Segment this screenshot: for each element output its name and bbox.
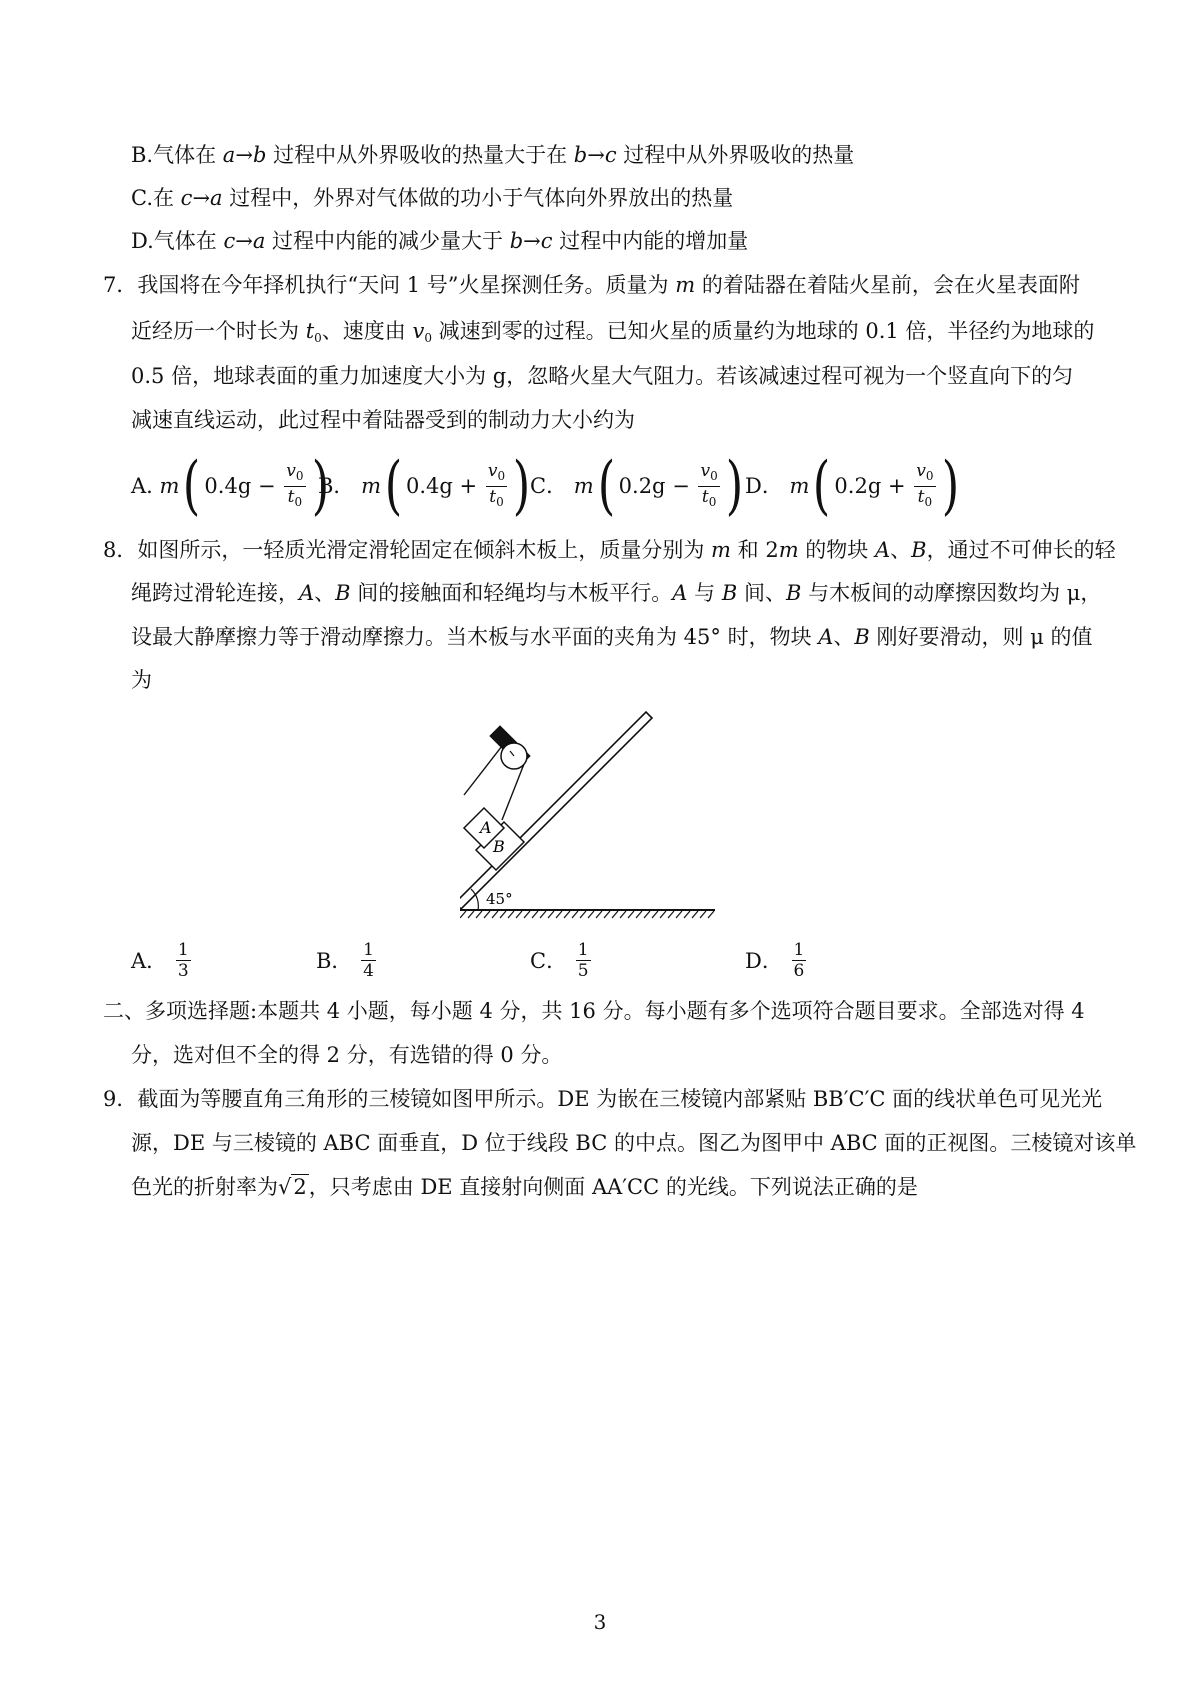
q7-option-d: D． m ( 0.2g + $\frac{v_0}{t_0}$ ) [745,449,959,523]
q8-stem-line4: 为 [131,668,152,692]
sqrt-symbol: √2 [278,1175,307,1199]
q8-option-d: D． $\frac{1}{6}$ [745,940,805,981]
q8-stem-line2: 绳跨过滑轮连接，A、B 间的接触面和轻绳均与木板平行。A 与 B 间、B 与木板间的动摩擦因数均为 μ， [131,581,1102,605]
rope-upper [464,746,502,795]
q6-option-b: B.气体在 a→b 过程中从外界吸收的热量大于在 b→c 过程中从外界吸收的热量 [131,143,855,167]
q9-stem-line3: 色光的折射率为√2，只考虑由 DE 直接射向侧面 AA′CC 的光线。下列说法正确的是 [131,1172,918,1202]
section2-heading-line2: 分，选对但不全的得 2 分，有选错的得 0 分。 [131,1043,563,1067]
rope-lower [502,764,524,820]
q7-option-c: C． m ( 0.2g − $\frac{v_0}{t_0}$ ) [530,449,743,523]
incline-pulley-diagram [460,700,720,925]
q7-stem-line1: 7．我国将在今年择机执行“天问 1 号”火星探测任务。质量为 m 的着陆器在着陆火星前，会在火星表面附 [103,273,1080,297]
q7-option-a: A. m ( 0.4g − $\frac{v_0}{t_0}$ ) [131,449,329,523]
angle-label: 45° [486,890,513,908]
q8-option-a: A． $\frac{1}{3}$ [131,940,189,981]
q8-stem-line3: 设最大静摩擦力等于滑动摩擦力。当木板与水平面的夹角为 45° 时，物块 A、B 刚好要滑动，则 μ 的值 [131,625,1093,649]
section2-heading-line1: 二、多项选择题:本题共 4 小题，每小题 4 分，共 16 分。每小题有多个选项符合题目要求。全部选对得 4 [103,999,1085,1023]
incline-board [460,712,652,909]
q8-stem-line1: 8．如图所示，一轻质光滑定滑轮固定在倾斜木板上，质量分别为 m 和 2m 的物块 A、B，通过不可伸长的轻 [103,538,1116,562]
block-b-label: B [493,837,505,856]
block-a-label: A [480,818,492,837]
page-number: 3 [593,1610,607,1634]
q9-stem-line2: 源，DE 与三棱镜的 ABC 面垂直，D 位于线段 BC 的中点。图乙为图甲中 ABC 面的正视图。三棱镜对该单 [131,1131,1137,1155]
q7-stem-line4: 减速直线运动，此过程中着陆器受到的制动力大小约为 [131,408,635,432]
q7-stem-line3: 0.5 倍，地球表面的重力加速度大小为 g，忽略火星大气阻力。若该减速过程可视为一个竖直向下的匀 [131,364,1074,388]
q8-option-b: B． $\frac{1}{4}$ [316,940,374,981]
q7-option-b: B． m ( 0.4g + $\frac{v_0}{t_0}$ ) [318,449,531,523]
q7-stem-line2: 近经历一个时长为 $t_0$、速度由 $v_0$ 减速到零的过程。已知火星的质量约为地球的 0.1 倍，半径约为地球的 [131,319,1095,345]
q8-option-c: C． $\frac{1}{5}$ [530,940,589,981]
q6-option-d: D.气体在 c→a 过程中内能的减少量大于 b→c 过程中内能的增加量 [131,229,749,253]
q6-option-c: C.在 c→a 过程中，外界对气体做的功小于气体向外界放出的热量 [131,186,734,210]
ground [460,910,715,918]
q9-stem-line1: 9．截面为等腰直角三角形的三棱镜如图甲所示。DE 为嵌在三棱镜内部紧贴 BB′C′C 面的线状单色可见光光 [103,1087,1103,1111]
